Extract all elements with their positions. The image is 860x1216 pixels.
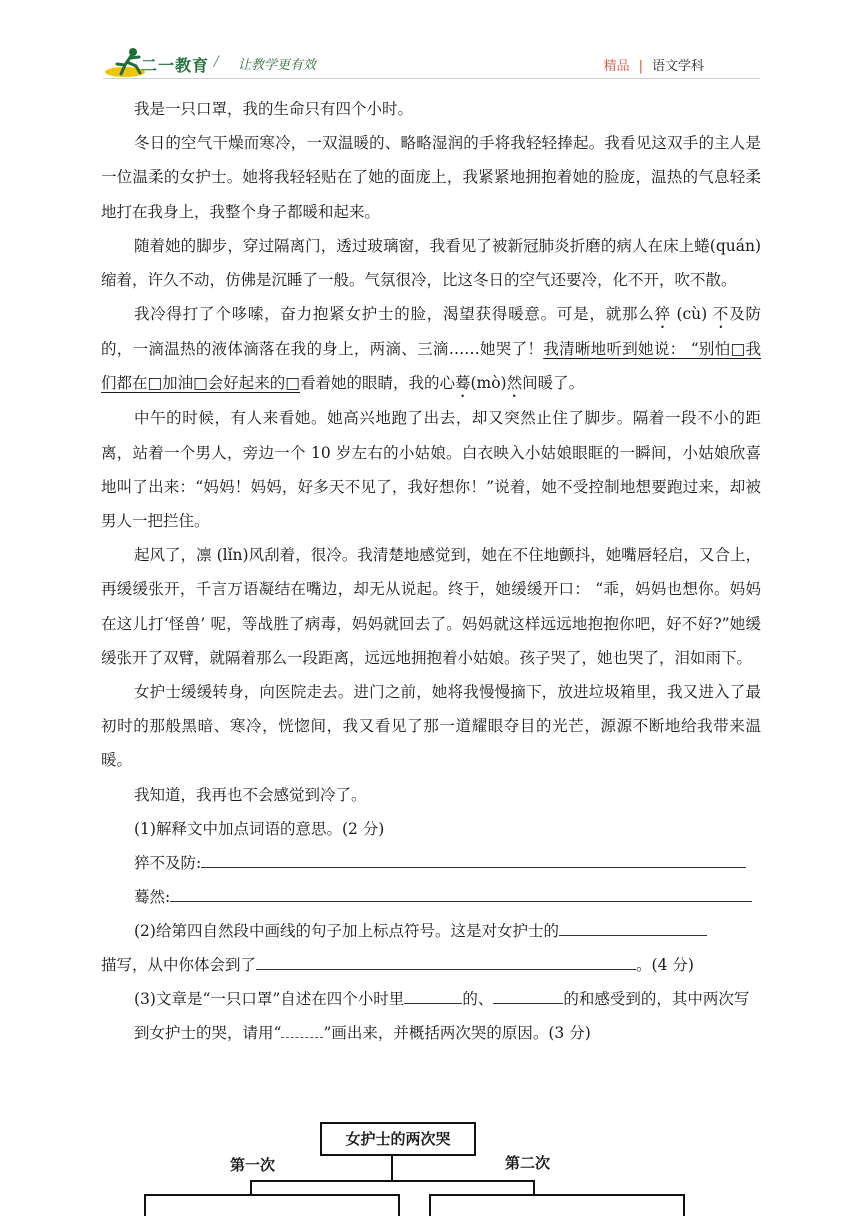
q2-text-b: 描写，从中你体会到了 — [101, 955, 257, 974]
paragraph-6: 起风了，凛 (lǐn)风刮着，很冷。我清楚地感觉到，她在不住地颤抖，她嘴唇轻启，又合上，再缓缓张开，千言万语凝结在嘴边，却无从说起。终于，她缓缓开口： “乖，妈妈也想你。妈妈在这儿打‘怪兽’ 呢，等战胜了病毒，妈妈就回去了。妈妈就这样远远地抱抱你吧，好不好?”她缓缓张开了双臂，就隔着那么一段距离，远远地拥抱着小姑娘。孩子哭了，她也哭了，泪如雨下。 — [101, 546, 761, 667]
diagram-connector-left — [250, 1180, 252, 1194]
answer-blank-3a[interactable] — [404, 989, 462, 1004]
page-header — [0, 0, 860, 86]
two-cries-diagram — [140, 1114, 760, 1216]
diagram-label-second: 第二次 — [505, 1154, 551, 1172]
passage — [101, 92, 761, 1050]
dotted-word-ran: 然 — [506, 374, 523, 393]
answer-blank-2a[interactable] — [559, 921, 707, 936]
dotted-word-bu: 不 — [712, 305, 730, 324]
paragraph-5: 中午的时候，有人来看她。她高兴地跑了出去，却又突然止住了脚步。隔着一段不小的距离，站着一个男人，旁边一个 10 岁左右的小姑娘。白衣映入小姑娘眼眶的一瞬间，小姑娘欣喜地叫了出来：“妈妈！妈妈，好多天不见了，我好想你！”说着，她不受控制地想要跑过来，却被男人一把拦住。 — [101, 409, 761, 531]
diagram-label-first: 第一次 — [230, 1156, 276, 1174]
q2-text-c: 。(4 分) — [636, 955, 694, 974]
answer-blank-1b[interactable] — [170, 887, 752, 902]
q3-text-a: (3)文章是“一只口罩”自述在四个小时里 — [134, 989, 405, 1008]
dotted-word-mo: 蓦 — [454, 374, 471, 393]
p4-pinyin-cu: (cù) — [670, 305, 713, 324]
diagram-box-first[interactable] — [144, 1194, 400, 1216]
answer-blank-3b[interactable] — [493, 989, 563, 1004]
header-slash: / — [214, 54, 219, 70]
diagram-title: 女护士的两次哭 — [320, 1122, 476, 1156]
p4-text-d: 看着她的眼睛，我的心 — [299, 374, 455, 393]
header-separator: | — [638, 59, 643, 74]
answer-blank-1a[interactable] — [201, 853, 746, 868]
p4-text-c: 及防的，一滴温热的液体滴落在我的身上，两滴、三滴……她哭了！ — [101, 305, 761, 359]
brand-name: 二一教育 — [141, 56, 210, 75]
brand-slogan: 让教学更有效 — [238, 58, 317, 73]
paragraph-1: 我是一只口罩，我的生命只有四个小时。 — [134, 100, 414, 118]
subject-label: 语文学科 — [651, 59, 704, 74]
question-2-line-b — [101, 948, 761, 982]
p4-text-a: 我冷得打了个哆嗦，奋力抱紧女护士的脸，渴望获得暖意。可是，就那么 — [134, 305, 655, 324]
answer-blank-2b[interactable] — [256, 955, 636, 970]
header-right — [604, 55, 704, 74]
q3-text-d: ”画出来，并概括两次哭的原因。(3 分) — [323, 1023, 591, 1042]
p4-pinyin-mo: (mò) — [470, 374, 507, 393]
paragraph-2: 冬日的空气干燥而寒冷，一双温暖的、略略湿润的手将我轻轻捧起。我看见这双手的主人是一位温柔的女护士。她将我轻轻贴在了她的面庞上，我紧紧地拥抱着她的脸庞，温热的气息轻柔地打在我身上，我整个身子都暖和起来。 — [101, 134, 761, 221]
paragraph-4 — [101, 297, 761, 401]
q1-term-b: 蓦然: — [134, 887, 171, 906]
underlined-sentence: 我清晰地听到她说： “别怕□我们都在□加油□会好起来的□ — [101, 340, 761, 393]
diagram-box-second[interactable] — [429, 1194, 685, 1216]
question-2-line-a — [101, 914, 761, 948]
diagram-connector-bar — [250, 1180, 535, 1182]
diagram-connector-right — [533, 1180, 535, 1194]
header-divider — [103, 78, 760, 79]
q3-text-c: 的和感受到的，其中两次写到女护士的哭，请用“ — [134, 989, 750, 1042]
diagram-connector-stem — [391, 1156, 393, 1180]
question-3 — [101, 982, 761, 1050]
question-1-line-b — [101, 880, 761, 914]
paragraph-7: 女护士缓缓转身，向医院走去。进门之前，她将我慢慢摘下，放进垃圾箱里，我又进入了最初时的那般黑暗、寒冷，恍惚间，我又看见了那一道耀眼夺目的光芒，源源不断地给我带来温暖。 — [101, 683, 761, 770]
dotted-underline-sample — [281, 1023, 323, 1038]
q2-text-a: (2)给第四自然段中画线的句子加上标点符号。这是对女护士的 — [134, 921, 559, 940]
p4-text-f: 间暖了。 — [522, 374, 585, 393]
question-1: (1)解释文中加点词语的意思。(2 分) — [134, 819, 385, 838]
q3-text-b: 的、 — [462, 989, 494, 1008]
dotted-word-cu: 猝 — [654, 305, 671, 324]
q1-term-a: 猝不及防: — [134, 853, 202, 872]
quality-tag: 精品 — [603, 59, 630, 74]
paragraph-8: 我知道，我再也不会感觉到冷了。 — [134, 785, 367, 804]
paragraph-3: 随着她的脚步，穿过隔离门，透过玻璃窗，我看见了被新冠肺炎折磨的病人在床上蜷(quán)缩着，许久不动，仿佛是沉睡了一般。气氛很冷，比这冬日的空气还要冷，化不开，吹不散。 — [101, 236, 761, 290]
question-1-line-a — [101, 846, 761, 880]
